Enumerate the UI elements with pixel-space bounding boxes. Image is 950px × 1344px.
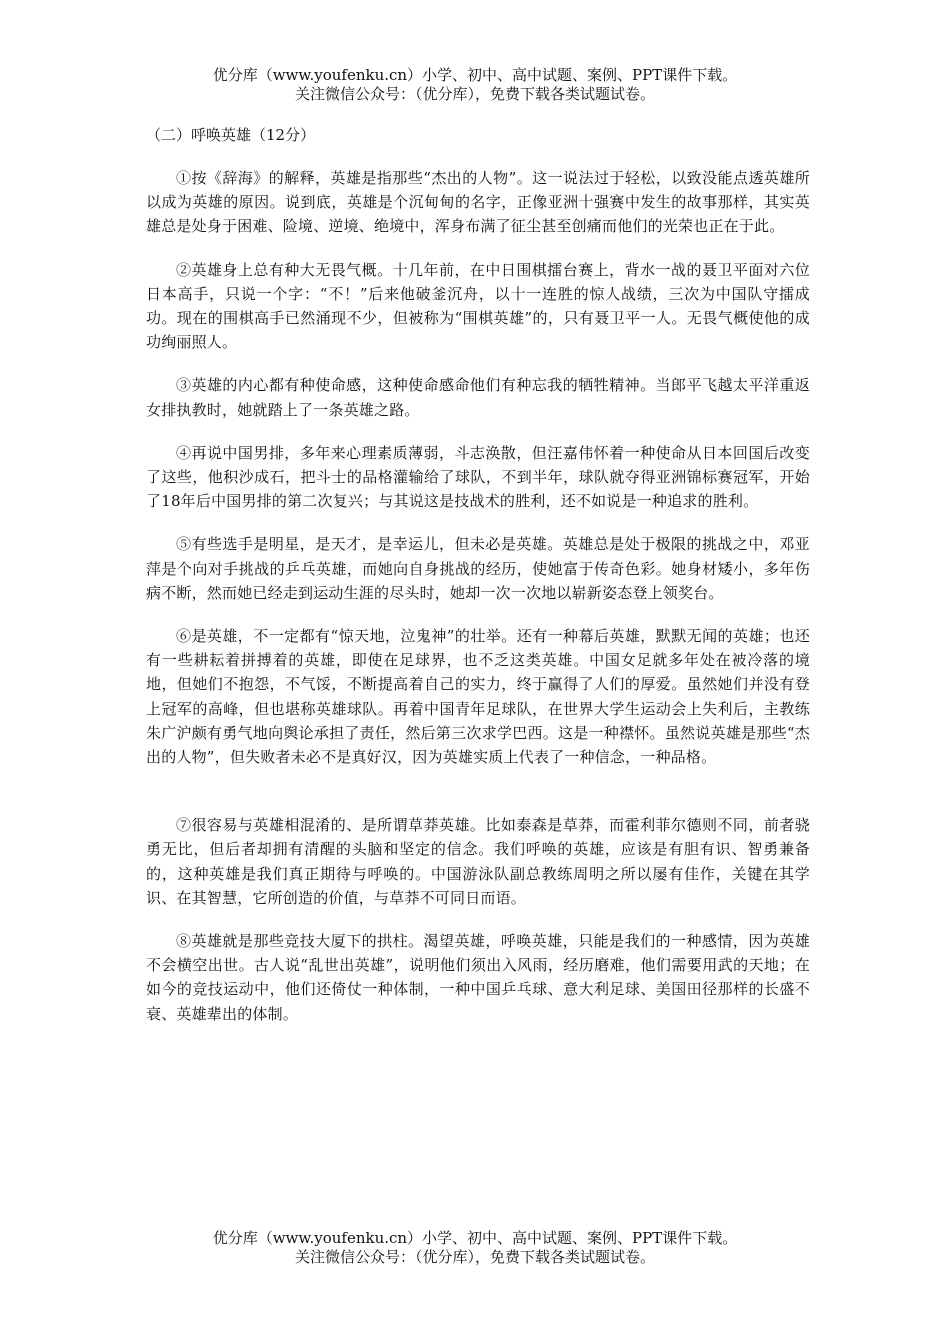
paragraph-3: ③英雄的内心都有种使命感，这种使命感命他们有种忘我的牺牲精神。当郎平飞越太平洋重返女排执教时，她就踏上了一条英雄之路。 (146, 376, 810, 419)
paragraph-4: ④再说中国男排，多年来心理素质薄弱，斗志涣散，但汪嘉伟怀着一种使命从日本回国后改变了这些，他积沙成石，把斗士的品格灌输给了球队，不到半年，球队就夺得亚洲锦标赛冠军，开始了18年后中国男排的第二次复兴；与其说这是技战术的胜利，还不如说是一种追求的胜利。 (146, 443, 810, 511)
paragraph-8: ⑧英雄就是那些竞技大厦下的拱柱。渴望英雄，呼唤英雄，只能是我们的一种感情，因为英雄不会横空出世。古人说“乱世出英雄”，说明他们须出入风雨，经历磨难，他们需要用武的天地；在如今的竞技运动中，他们还倚仗一种体制，一种中国乒乓球、意大利足球、美国田径那样的长盛不衰、英雄辈出的体制。 (146, 932, 810, 1023)
paragraph-5: ⑤有些选手是明星，是天才，是幸运儿，但未必是英雄。英雄总是处于极限的挑战之中，邓亚萍是个向对手挑战的乒乓英雄，而她向自身挑战的经历，使她富于传奇色彩。她身材矮小，多年伤病不断，然而她已经走到运动生涯的尽头时，她却一次一次地以崭新姿态登上领奖台。 (146, 535, 810, 602)
paragraph-6: ⑥是英雄，不一定都有“惊天地，泣鬼神”的壮举。还有一种幕后英雄，默默无闻的英雄；也还有一些耕耘着拼搏着的英雄，即使在足球界，也不乏这类英雄。中国女足就多年处在被冷落的境地，但她们不抱怨，不气馁，不断提高着自己的实力，终于赢得了人们的厚爱。虽然她们并没有登上冠军的高峰，但也堪称英雄球队。再着中国青年足球队，在世界大学生运动会上失利后，主教练朱广沪颇有勇气地向舆论承担了责任，然后第三次求学巴西。这是一种襟怀。虽然说英雄是那些“杰出的人物”，但失败者未必不是真好汉，因为英雄实质上代表了一种信念，一种品格。 (146, 627, 810, 767)
paragraph-7: ⑦很容易与英雄相混淆的、是所谓草莽英雄。比如泰森是草莽，而霍利菲尔德则不同，前者骁勇无比，但后者却拥有清醒的头脑和坚定的信念。我们呼唤的英雄，应该是有胆有识、智勇兼备的，这种英雄是我们真正期待与呼唤的。中国游泳队副总教练周明之所以屡有佳作，关键在其学识、在其智慧，它所创造的价值，与草莽不可同日而语。 (146, 816, 810, 907)
footer-line-2: 关注微信公众号：（优分库），免费下载各类试题试卷。 (294, 1248, 655, 1266)
page-header (0, 66, 950, 104)
page-footer (0, 1229, 950, 1267)
paragraph-1: ①按《辞海》的解释，英雄是指那些“杰出的人物”。这一说法过于轻松，以致没能点透英雄所以成为英雄的原因。说到底，英雄是个沉甸甸的名字，正像亚洲十强赛中发生的故事那样，其实英雄总是处身于困难、险境、逆境、绝境中，浑身布满了征尘甚至创痛而他们的光荣也正在于此。 (146, 169, 810, 236)
header-line-2: 关注微信公众号：（优分库），免费下载各类试题试卷。 (294, 85, 655, 103)
footer-line-1: 优分库（www.youfenku.cn）小学、初中、高中试题、案例、PPT课件下载。 (212, 1229, 738, 1247)
section-title: （二）呼唤英雄（12分） (146, 126, 316, 144)
document-body (146, 122, 810, 1045)
header-line-1: 优分库（www.youfenku.cn）小学、初中、高中试题、案例、PPT课件下载。 (212, 66, 738, 84)
paragraph-2: ②英雄身上总有种大无畏气概。十几年前，在中日围棋擂台赛上，背水一战的聂卫平面对六位日本高手，只说一个字：“不！”后来他破釜沉舟，以十一连胜的惊人战绩，三次为中国队守擂成功。现在的围棋高手已然涌现不少，但被称为“围棋英雄”的，只有聂卫平一人。无畏气概使他的成功绚丽照人。 (146, 260, 810, 352)
